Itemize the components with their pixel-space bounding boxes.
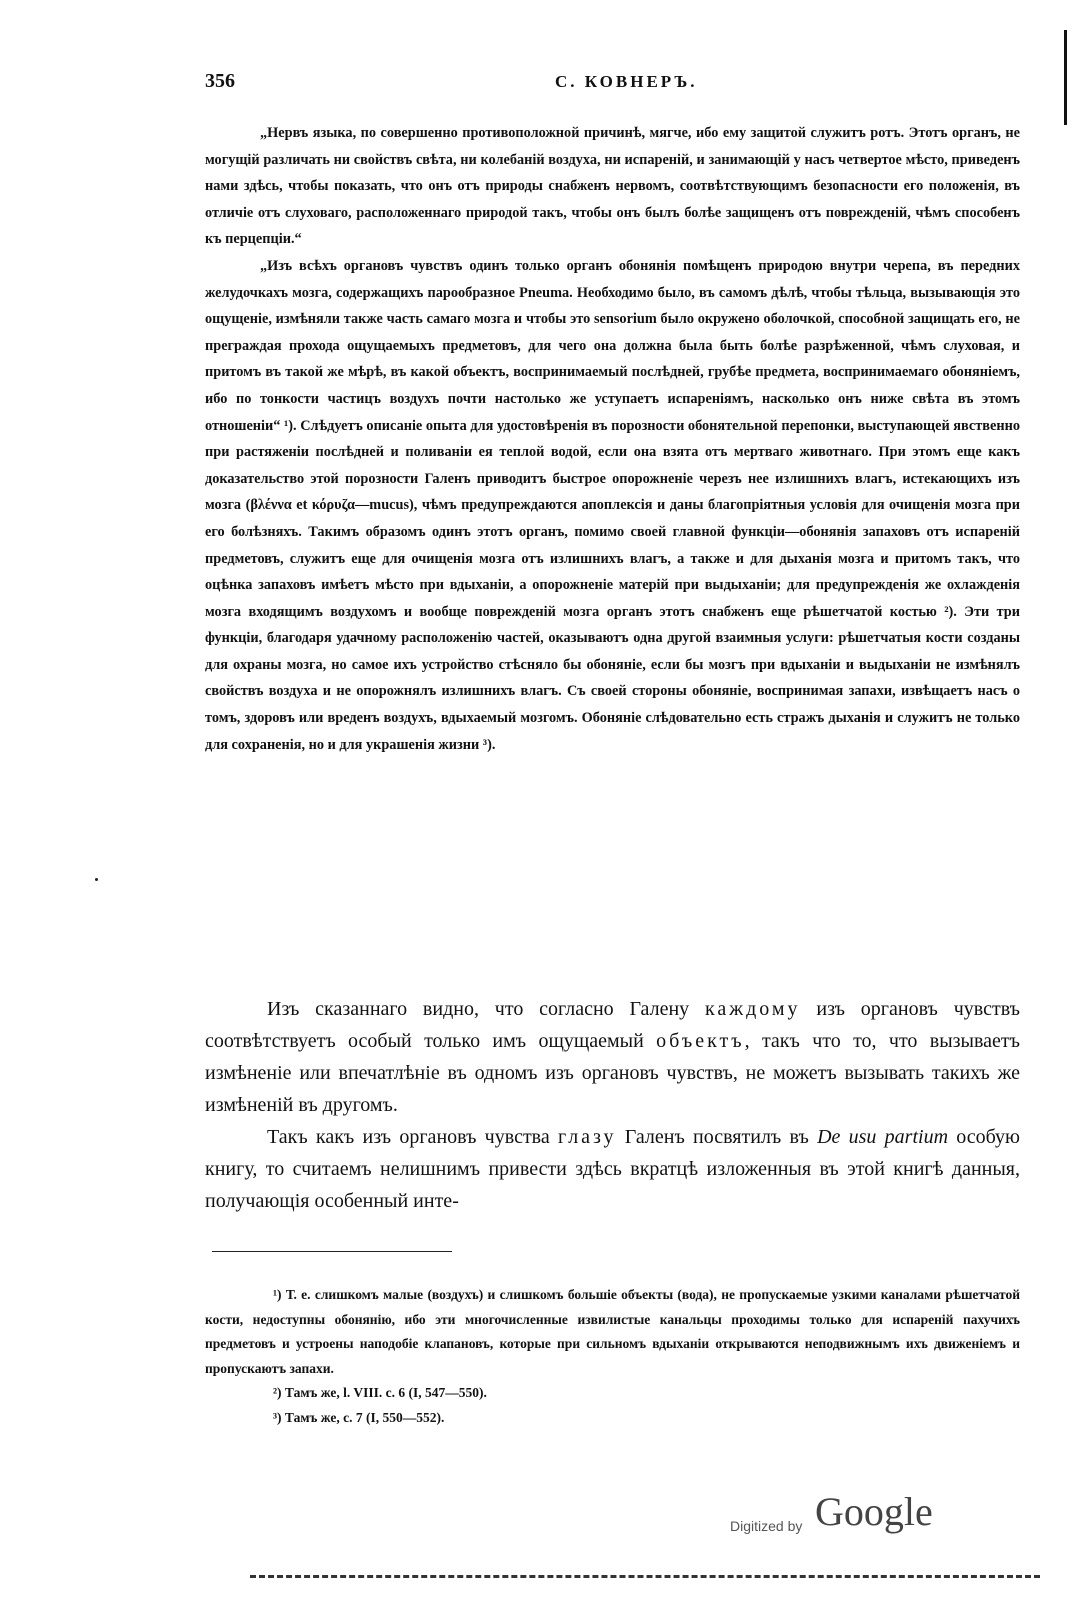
main-paragraph-2 bbox=[205, 1121, 1020, 1217]
footnote-1: ¹) Т. е. слишкомъ малые (воздухъ) и слишкомъ большіе объекты (вода), не пропускаемые узкими каналами рѣшетчатой кости, недоступны обонянію, ибо эти многочисленные извилистые канальцы проходимы только для испареній пахучихъ предметовъ и устроены наподобіе клапановъ, которые при сильномъ вдыханіи открываются неподвижнымъ ихъ движеніемъ и пропускаютъ запахи. bbox=[205, 1287, 1020, 1376]
scan-speck bbox=[95, 878, 98, 881]
main-paragraph-1 bbox=[205, 993, 1020, 1121]
page-number: 356 bbox=[205, 70, 235, 92]
emphasis-word: объектъ bbox=[656, 1030, 745, 1052]
emphasis-word: глазу bbox=[558, 1126, 617, 1148]
footnote-divider bbox=[212, 1251, 452, 1252]
google-logo: Google bbox=[815, 1489, 933, 1534]
main-text-block bbox=[205, 993, 1020, 1217]
digitized-watermark bbox=[730, 1488, 960, 1538]
text-run: Галенъ посвятилъ въ bbox=[616, 1126, 818, 1148]
text-run: особую книгу, то считаемъ нелишнимъ привести здѣсь вкратцѣ изложенныя въ этой книгѣ данныя, получающія особенный инте- bbox=[205, 1126, 1020, 1212]
emphasis-word: каждому bbox=[704, 998, 801, 1020]
footnote-3: ³) Тамъ же, c. 7 (I, 550—552). bbox=[273, 1409, 445, 1425]
quote-paragraph-1: „Нервъ языка, по совершенно противоположной причинѣ, мягче, ибо ему защитой служитъ ротъ. Этотъ органъ, не могущій различать ни свойствъ свѣта, ни колебаній воздуха, ни испареній, и занимающій у насъ четвертое мѣсто, приведенъ нами здѣсь, чтобы показать, что онъ отъ природы снабженъ нервомъ, соотвѣтствующимъ безопасности его положенія, въ отличіе отъ слуховаго, расположеннаго природой такъ, чтобы онъ былъ болѣе защищенъ отъ поврежденій, чѣмъ способенъ къ перцепціи.“ bbox=[205, 125, 1020, 248]
text-run: изъ органовъ чувствъ соотвѣтствуетъ особый только имъ ощущаемый bbox=[205, 998, 1020, 1052]
text-run: Изъ сказаннаго видно, что согласно Галену bbox=[267, 998, 705, 1020]
page-edge-rule bbox=[1064, 30, 1067, 125]
book-title: De usu partium bbox=[817, 1126, 949, 1148]
text-run: Такъ какъ изъ органовъ чувства bbox=[267, 1126, 558, 1148]
running-head: С. КОВНЕРЪ. bbox=[555, 72, 698, 91]
quoted-text-block bbox=[205, 120, 1020, 758]
footnotes bbox=[205, 1283, 1020, 1430]
scan-artifact-line bbox=[250, 1575, 1040, 1588]
quote-paragraph-2: „Изъ всѣхъ органовъ чувствъ одинъ только органъ обонянія помѣщенъ природою внутри черепа, въ передних желудочкахъ мозга, содержащихъ парообразное Pneuma. Необходимо было, въ самомъ дѣлѣ, чтобы тѣльца, вызывающія это ощущеніе, измѣняли также часть самаго мозга и чтобы это sensorium было окружено оболочкой, способной защищать его, не преграждая прохода ощущаемыхъ предметовъ, для чего она должна была быть болѣе разрѣженной, чѣмъ слуховая, и притомъ въ такой же мѣрѣ, въ какой объектъ, воспринимаемый послѣдней, грубѣе предмета, воспринимаемаго обоняніемъ, ибо по тонкости частицъ воздухъ почти настолько же уступаетъ испареніямъ, насколько онъ ниже свѣта въ этомъ отношеніи“ ¹). Слѣдуетъ описаніе опыта для удостовѣренія въ порозности обонятельной перепонки, выступающей явственно при растяженіи послѣдней и поливаніи ея теплой водой, если она взята отъ мертваго животнаго. При этомъ еще какъ доказательство этой порозности Галенъ приводитъ быстрое опорожненіе черезъ нее излишнихъ влагъ, истекающихъ изъ мозга (βλέννα et κόρυζα—mucus), чѣмъ предупреждаются апоплексія и даны благопріятныя условія для очищенія мозга при его болѣзняхъ. Такимъ образомъ одинъ этотъ органъ, помимо своей главной функціи—обонянія запаховъ отъ испареній предметовъ, служитъ еще для очищенія мозга отъ излишнихъ влагъ, а также и для дыханія мозга и притомъ такъ, что оцѣнка запаховъ имѣетъ мѣсто при вдыханіи, а опорожненіе матерій при выдыханіи; для предупрежденія же охлажденія мозга входящимъ воздухомъ и вообще поврежденій мозга органъ этотъ снабженъ еще рѣшетчатой костью ²). Эти три функціи, благодаря удачному расположенію частей, оказываютъ одна другой взаимныя услуги: рѣшетчатыя кости созданы для охраны мозга, но самое ихъ устройство стѣсняло бы обоняніе, если бы мозгъ при вдыханіи и выдыханіи не измѣнялъ свойствъ воздуха и не опорожнялъ излишнихъ влагъ. Съ своей стороны обоняніе, воспринимая запахи, извѣщаетъ насъ о томъ, здоровъ или вреденъ воздухъ, вдыхаемый мозгомъ. Обоняніе слѣдовательно есть стражъ дыханія и служитъ не только для сохраненія, но и для украшенія жизни ³). bbox=[205, 257, 1020, 753]
digitized-by-label: Digitized by bbox=[730, 1518, 803, 1534]
page-header bbox=[205, 70, 1035, 100]
footnote-2: ²) Тамъ же, l. VIII. c. 6 (I, 547—550). bbox=[273, 1385, 487, 1400]
text-run: , такъ что то, что вызываетъ измѣненіе или впечатлѣніе въ одномъ изъ органовъ чувствъ, не можетъ вызывать такихъ же измѣненій въ другомъ. bbox=[205, 1030, 1020, 1116]
